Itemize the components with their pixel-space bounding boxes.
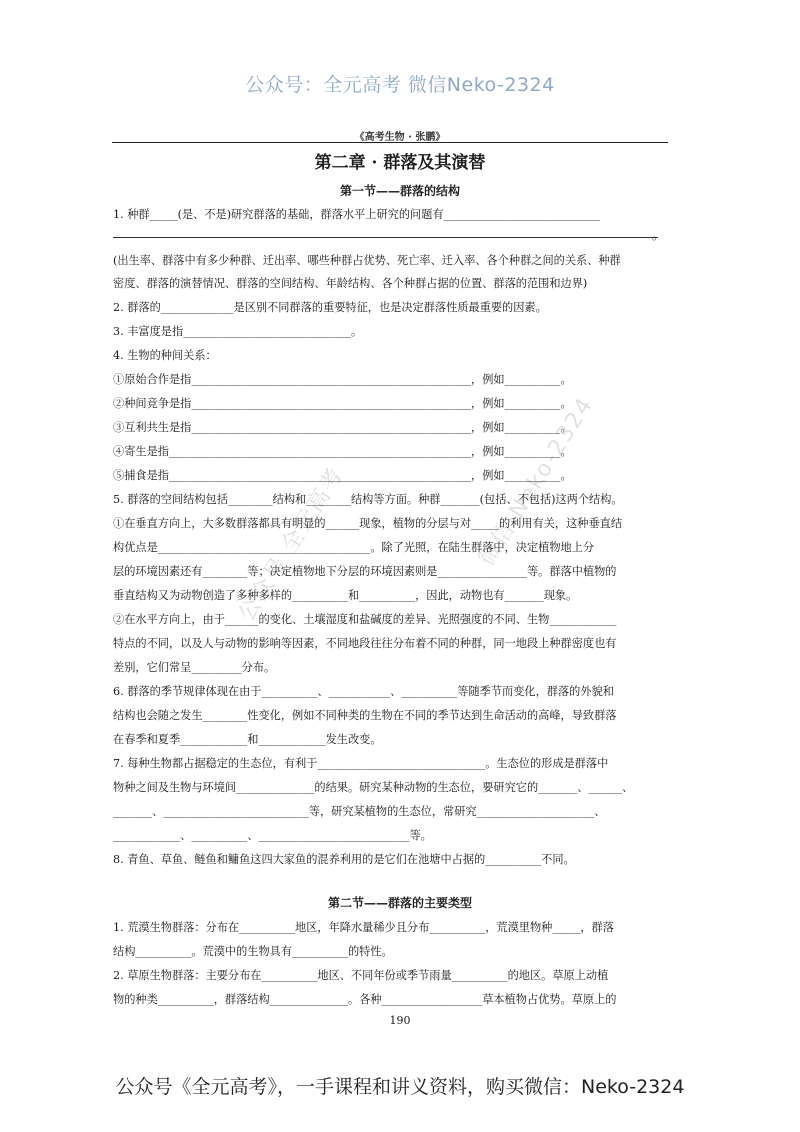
answer-blank-line	[113, 237, 658, 238]
course-label: 《高考生物 · 张鹏》	[354, 132, 446, 143]
bottom-watermark: 公众号《全元高考》，一手课程和讲义资料，购买微信：Neko-2324	[115, 1076, 685, 1098]
question-line: 2. 草原生物群落：主要分布在__________地区、不同年份或季节雨量__________的地区。草原上动植	[113, 969, 609, 982]
section1-title: 第一节——群落的结构	[339, 184, 460, 198]
question-line: 4. 生物的种间关系：	[113, 349, 217, 362]
question-line: 层的环境因素还有________等；决定植物地下分层的环境因素则是________________等。群落中植物的	[113, 565, 617, 578]
question-line: ②在水平方向上，由于______的变化、土壤湿度和盐碱度的差异、光照强度的不同、生物____________	[113, 613, 617, 626]
question-line: ④寄生是指______________________________________________________，例如__________。	[113, 445, 572, 458]
chapter-title: 第二章 · 群落及其演替	[314, 153, 486, 173]
question-line: ⑤捕食是指______________________________________________________，例如__________。	[113, 469, 572, 482]
question-line: 1. 荒漠生物群落：分布在__________地区，年降水量稀少且分布__________，荒漠里物种_____，群落	[113, 921, 614, 934]
question-line: ①在垂直方向上，大多数群落都具有明显的______现象，植物的分层与对_____的利用有关，这种垂直结	[113, 517, 623, 530]
question-line: 8. 青鱼、草鱼、鲢鱼和鳙鱼这四大家鱼的混养利用的是它们在池塘中占据的__________不同。	[113, 853, 575, 866]
question-line: 垂直结构又为动物创造了多种多样的__________和__________，因此，动物也有_______现象。	[113, 589, 578, 602]
question-line: 2. 群落的_____________是区别不同群落的重要特征，也是决定群落性质最重要的因素。	[113, 301, 547, 314]
question-line: ②种间竞争是指__________________________________________________，例如__________。	[113, 397, 572, 410]
diagonal-watermark: 公众号 全元高考	[234, 462, 350, 626]
question-line: (出生率、群落中有多少种群、迁出率、哪些种群占优势、死亡率、迁入率、各个种群之间的关系、种群	[113, 254, 621, 267]
section2-title: 第二节——群落的主要类型	[327, 896, 472, 910]
question-line: 结构也会随之发生________性变化，例如不同种类的生物在不同的季节达到生命活动的高峰，导致群落	[113, 709, 617, 722]
question-line: 特点的不同，以及人与动物的影响等因素，不同地段往往分布着不同的种群，同一地段上种群密度也有	[113, 637, 617, 650]
question-line: 6. 群落的季节规律体现在由于__________、___________、__________等随季节而变化，群落的外貌和	[113, 685, 614, 698]
question-line: 物的种类__________，群落结构______________。各种__________________草本植物占优势。草原上的	[113, 993, 617, 1006]
question-line: 差别，它们常呈_________分布。	[113, 661, 276, 674]
header-rule	[112, 142, 668, 143]
question-line: ③互利共生是指__________________________________________________，例如__________。	[113, 421, 572, 434]
diagonal-watermark: 微信 Neko-2324	[474, 392, 599, 571]
period-mark: 。	[652, 228, 665, 242]
top-watermark: 公众号：全元高考 微信Neko-2324	[245, 74, 555, 96]
question-line: ____________、__________、___________________________等。	[113, 829, 432, 842]
page-number: 190	[389, 1014, 411, 1027]
question-line: 3. 丰富度是指______________________________。	[113, 325, 363, 338]
question-line: 5. 群落的空间结构包括________结构和________结构等方面。种群_______(包括、不包括)这两个结构。	[113, 493, 623, 506]
question-line: _______、__________________________等，研究某植物的生态位，常研究_____________________、	[113, 805, 606, 818]
question-line: 物种之间及生物与环境间______________的结果。研究某种动物的生态位，要研究它的_______、______、	[113, 781, 634, 794]
question-line: ①原始合作是指__________________________________________________，例如__________。	[113, 373, 572, 386]
question-line: 结构__________。荒漠中的生物具有__________的特性。	[113, 945, 393, 958]
question-line: 构优点是______________________________________。除了光照，在陆生群落中，决定植物地上分	[113, 541, 595, 554]
question-line: 1. 种群_____(是、不是)研究群落的基础，群落水平上研究的问题有____________________________	[113, 208, 601, 221]
question-line: 密度、群落的演替情况、群落的空间结构、年龄结构、各个种群占据的位置、群落的范围和边界)	[113, 277, 588, 290]
question-line: 7. 每种生物都占据稳定的生态位，有利于______________________________。生态位的形成是群落中	[113, 757, 609, 770]
question-line: 在春季和夏季____________和____________发生改变。	[113, 733, 382, 746]
